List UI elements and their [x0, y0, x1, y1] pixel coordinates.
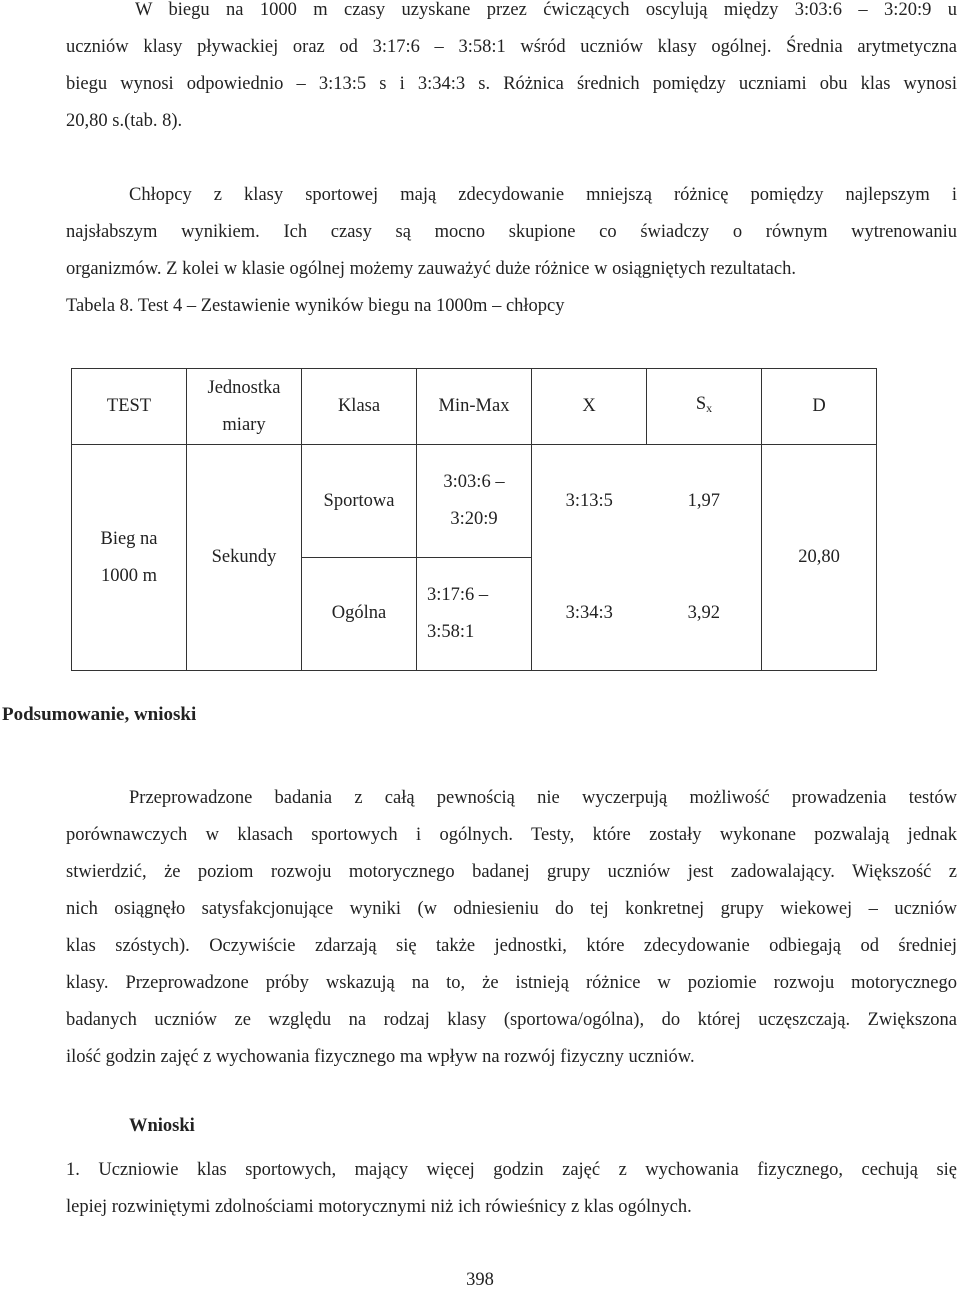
cell-unit: [187, 445, 302, 671]
header-class: [302, 369, 417, 445]
results-table: [71, 368, 877, 671]
summary-line-8: ilość godzin zajęć z wychowania fizycznego ma wpływ na rozwój fizyczny uczniów.: [66, 1047, 695, 1067]
cell-sd: [647, 445, 762, 671]
cell-test-line2: 1000 m: [100, 565, 157, 586]
header-diff-label: D: [812, 396, 826, 416]
cell-class-general: Ogólna: [331, 603, 387, 624]
header-test-label: TEST: [106, 396, 152, 416]
header-unit-line2: miary: [222, 414, 266, 435]
conclusions-heading: Wnioski: [129, 1116, 195, 1136]
cell-mean: [532, 445, 647, 671]
summary-paragraph: [66, 780, 957, 1076]
cell-class-sport: Sportowa: [302, 446, 416, 559]
intro-line-4: 20,80 s.(tab. 8).: [66, 111, 183, 131]
cell-minmax-general-line1: 3:17:6 –: [427, 584, 489, 605]
header-sd-subscript: x: [706, 401, 713, 415]
summary-line-2: porównawczych w klasach sportowych i ogólnych. Testy, które zostały wykonane pozwalają jednak: [66, 825, 957, 845]
header-diff: [762, 369, 877, 445]
cell-test: [72, 445, 187, 671]
intro-line-3: biegu wynosi odpowiednio – 3:13:5 s i 3:34:3 s. Różnica średnich pomiędzy uczniami obu klas wynosi: [66, 74, 957, 94]
header-sd: [647, 369, 762, 445]
page-number: 398: [466, 1270, 494, 1290]
analysis-line-2: najsłabszym wynikiem. Ich czasy są mocno skupione co świadczy o równym wytrenowaniu: [66, 222, 957, 242]
cell-minmax-sport-line1: 3:03:6 –: [443, 472, 505, 493]
summary-line-6: klasy. Przeprowadzone próby wskazują na to, że istnieją różnice w poziomie rozwoju motorycznego: [66, 973, 957, 993]
cell-test-line1: Bieg na: [100, 528, 158, 549]
intro-line-1: W biegu na 1000 m czasy uzyskane przez ćwiczących oscylują między 3:03:6 – 3:20:9 u: [135, 0, 957, 20]
cell-minmax-sport-line2: 3:20:9: [450, 509, 498, 530]
header-class-label: Klasa: [337, 396, 381, 416]
header-mean: [532, 369, 647, 445]
intro-paragraph: [66, 0, 957, 140]
conclusion-line-1: 1. Uczniowie klas sportowych, mający więcej godzin zajęć z wychowania fizycznego, cechują się: [66, 1160, 957, 1180]
summary-line-3: stwierdzić, że poziom rozwoju motorycznego badanej grupy uczniów jest zadowalający. Większość z: [66, 862, 957, 882]
conclusions-paragraph: [66, 1152, 957, 1226]
cell-minmax-general: [417, 558, 531, 670]
analysis-line-1: Chłopcy z klasy sportowej mają zdecydowanie mniejszą różnicę pomiędzy najlepszym i: [129, 185, 957, 205]
table-body-row: [72, 445, 877, 671]
header-unit-line1: Jednostka: [207, 377, 281, 398]
cell-class: [302, 445, 417, 671]
table-header-row: [72, 369, 877, 445]
header-minmax: [417, 369, 532, 445]
conclusion-line-2: lepiej rozwiniętymi zdolnościami motorycznymi niż ich rówieśnicy z klas ogólnych.: [66, 1197, 692, 1217]
summary-line-7: badanych uczniów ze względu na rodzaj klasy (sportowa/ogólna), do której uczęszczają. Zwiększona: [66, 1010, 957, 1030]
cell-sd-general: 3,92: [687, 603, 720, 623]
summary-line-5: klas szóstych). Oczywiście zdarzają się także jednostki, które zdecydowanie odbiegają od średniej: [66, 936, 957, 956]
header-test: [72, 369, 187, 445]
cell-diff: [762, 445, 877, 671]
cell-mean-general: 3:34:3: [565, 603, 613, 623]
summary-heading: Podsumowanie, wnioski: [2, 704, 197, 725]
header-minmax-label: Min-Max: [438, 396, 510, 416]
cell-minmax: [417, 445, 532, 671]
table-caption: Tabela 8. Test 4 – Zestawienie wyników biegu na 1000m – chłopcy: [66, 296, 565, 316]
intro-line-2: uczniów klasy pływackiej oraz od 3:17:6 – 3:58:1 wśród uczniów klasy ogólnej. Średnia arytmetyczna: [66, 37, 957, 57]
header-unit: [187, 369, 302, 445]
cell-sd-sport: 1,97: [687, 491, 720, 511]
cell-diff-value: 20,80: [798, 547, 840, 567]
cell-minmax-sport: [417, 446, 531, 559]
header-sd-label: S: [695, 394, 707, 414]
analysis-line-3: organizmów. Z kolei w klasie ogólnej możemy zauważyć duże różnice w osiągniętych rezultatach.: [66, 259, 796, 279]
header-mean-label: X: [582, 396, 596, 416]
analysis-paragraph: [66, 177, 957, 325]
summary-line-4: nich osiągnęło satysfakcjonujące wyniki (w odniesieniu do tej konkretnej grupy wiekowej – uczniów: [66, 899, 957, 919]
cell-minmax-general-line2: 3:58:1: [427, 621, 475, 642]
cell-unit-value: Sekundy: [211, 547, 277, 567]
cell-mean-sport: 3:13:5: [565, 491, 613, 511]
summary-line-1: Przeprowadzone badania z całą pewnością nie wyczerpują możliwość prowadzenia testów: [129, 788, 957, 808]
